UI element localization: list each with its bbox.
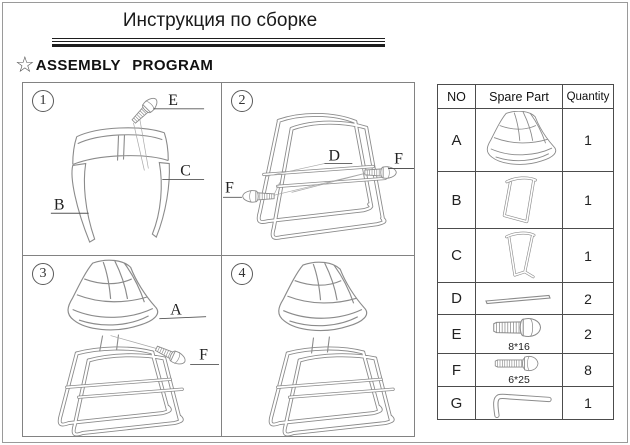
part-label-a: A <box>170 301 182 319</box>
step-1-drawing <box>23 83 221 255</box>
row-g-part <box>476 387 563 419</box>
assembly-program-label: ASSEMBLY PROGRAM <box>35 56 214 74</box>
step-1-panel <box>23 83 222 256</box>
row-e-part <box>476 315 563 354</box>
col-header-quantity: Quantity <box>563 85 613 109</box>
row-f-part <box>476 354 563 387</box>
row-c-no: C <box>438 229 476 283</box>
part-label-e: E <box>168 91 178 109</box>
row-d-part <box>476 283 563 315</box>
page-title: Инструкция по сборке <box>122 10 318 31</box>
step-4-drawing <box>222 256 414 436</box>
row-g-qty: 1 <box>563 387 613 419</box>
step-4-number: 4 <box>231 263 253 285</box>
row-a-no: A <box>438 109 476 172</box>
side-frame-drawing <box>493 231 545 281</box>
row-c-part <box>476 229 563 283</box>
step-3-drawing <box>23 256 221 436</box>
row-b-qty: 1 <box>563 172 613 229</box>
support-rod-drawing <box>483 293 555 305</box>
star-icon: ☆ <box>15 52 35 77</box>
step-3-number: 3 <box>32 263 54 285</box>
row-d-no: D <box>438 283 476 315</box>
row-b-no: B <box>438 172 476 229</box>
row-b-part <box>476 172 563 229</box>
part-label-f-left: F <box>224 179 234 197</box>
step-2-drawing <box>222 83 414 255</box>
col-header-no: NO <box>438 85 476 109</box>
assembly-steps-grid <box>22 82 415 437</box>
side-frame-drawing <box>493 174 545 226</box>
row-e-no: E <box>438 315 476 354</box>
part-label-c: C <box>180 162 191 180</box>
step-1-number: 1 <box>32 90 54 112</box>
part-label-d: D <box>328 147 340 165</box>
step-2-number: 2 <box>231 90 253 112</box>
screw-size-label: 6*25 <box>508 374 530 386</box>
step-3-panel <box>23 256 222 436</box>
spare-parts-table <box>437 84 614 420</box>
step-4-panel <box>222 256 414 436</box>
part-label-f: F <box>199 346 208 364</box>
step-2-panel <box>222 83 414 256</box>
col-header-spare-part: Spare Part <box>476 85 563 109</box>
screw-size-label: 8*16 <box>508 341 530 353</box>
row-e-qty: 2 <box>563 315 613 354</box>
row-a-qty: 1 <box>563 109 613 172</box>
row-f-qty: 8 <box>563 354 613 387</box>
assembly-program-heading <box>15 54 213 76</box>
title-rule <box>52 38 385 47</box>
row-g-no: G <box>438 387 476 419</box>
row-c-qty: 1 <box>563 229 613 283</box>
part-label-f-right: F <box>394 150 403 168</box>
row-a-part <box>476 109 563 172</box>
row-f-no: F <box>438 354 476 387</box>
screw-drawing <box>488 354 550 373</box>
part-label-b: B <box>53 196 65 214</box>
row-d-qty: 2 <box>563 283 613 315</box>
seat-drawing <box>478 111 560 169</box>
hex-key-drawing <box>482 388 556 418</box>
screw-drawing <box>490 315 548 340</box>
